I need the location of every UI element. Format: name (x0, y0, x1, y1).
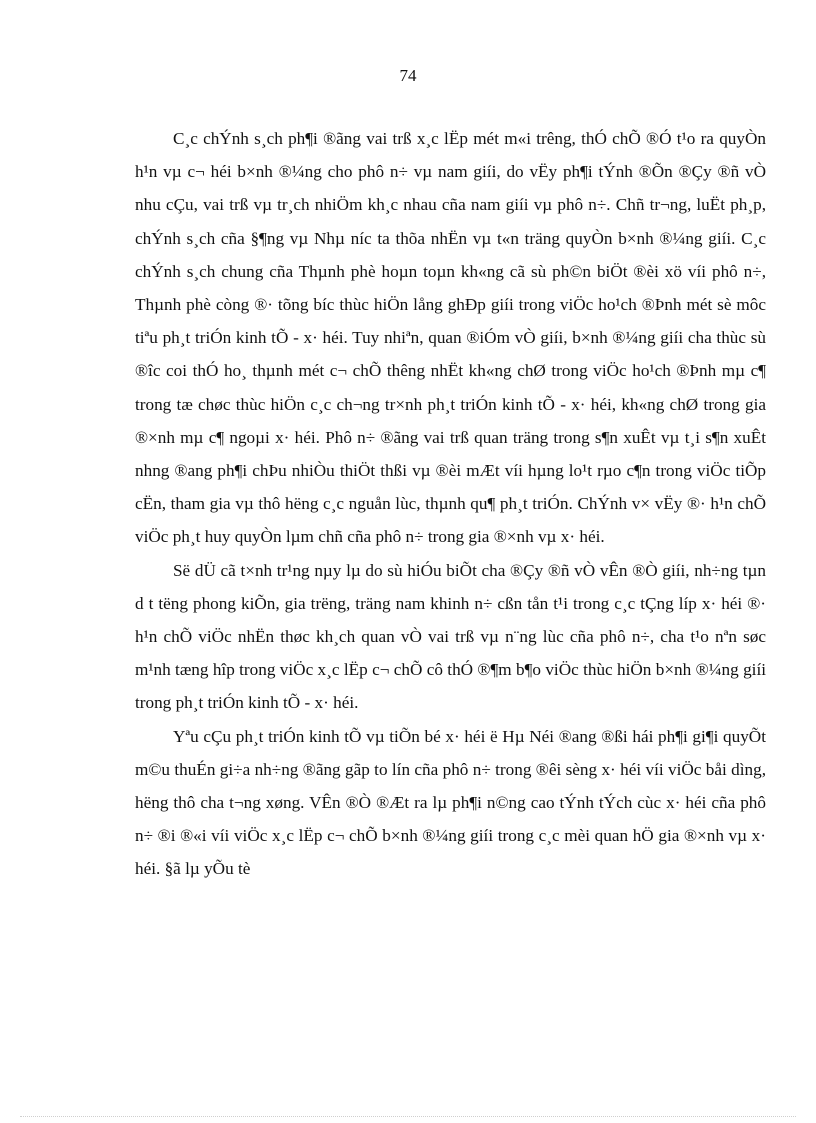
paragraph-3: Yªu cÇu ph¸t triÓn kinh tÕ vµ tiÕn bé x· héi ë Hµ Néi ®ang ®ßi hái ph¶i gi¶i quyÕt m©u thuÉn gi÷a nh÷ng ®ãng gãp to lín cña phô n÷ trong ®êi sèng x· héi víi viÖc båi dìng, hëng thô cha t¬ng xøng. VÊn ®Ò ®Æt ra lµ ph¶i n©ng cao tÝnh tÝch cùc x· héi cña phô n÷ ®i ®«i víi viÖc x¸c lËp c¬ chÕ b×nh ®¼ng giíi trong c¸c mèi quan hÖ gia ®×nh vµ x· héi. §ã lµ yÕu tè (135, 726, 766, 879)
page-bottom-divider (20, 1116, 796, 1117)
paragraph-2: Së dÜ cã t×nh tr¹ng nµy lµ do sù hiÓu biÕt cha ®Çy ®ñ vÒ vÊn ®Ò giíi, nh÷ng tµn d t tëng phong kiÕn, gia trëng, träng nam khinh n÷ cßn tån t¹i trong c¸c tÇng líp x· héi ®· h¹n chÕ viÖc nhËn thøc kh¸ch quan vÒ vai trß vµ n¨ng lùc cña phô n÷, cha t¹o nªn søc m¹nh tæng hîp trong viÖc x¸c lËp c¬ chÕ cô thÓ ®¶m b¶o viÖc thùc hiÖn b×nh ®¼ng giíi trong ph¸t triÓn kinh tÕ - x· héi. (135, 560, 766, 713)
body-text (135, 122, 766, 886)
paragraph-1: C¸c chÝnh s¸ch ph¶i ®ãng vai trß x¸c lËp mét m«i trêng, thÓ chÕ ®Ó t¹o ra quyÒn h¹n vµ c¬ héi b×nh ®¼ng cho phô n÷ vµ nam giíi, do vËy ph¶i tÝnh ®Õn ®Çy ®ñ vÒ nhu cÇu, vai trß vµ tr¸ch nhiÖm kh¸c nhau cña nam giíi vµ phô n÷. Chñ tr¬ng, luËt ph¸p, chÝnh s¸ch cña §¶ng vµ Nhµ níc ta thõa nhËn vµ t«n träng quyÒn b×nh ®¼ng giíi. C¸c chÝnh s¸ch chung cña Thµnh phè hoµn toµn kh«ng cã sù ph©n biÖt ®èi xö víi phô n÷, Thµnh phè còng ®· tõng bíc thùc hiÖn lång ghÐp giíi trong viÖc ho¹ch ®Þnh mét sè môc tiªu ph¸t triÓn kinh tÕ - x· héi. Tuy nhiªn, quan ®iÓm vÒ giíi, b×nh ®¼ng giíi cha thùc sù ®îc coi thÓ ho¸ thµnh mét c¬ chÕ thêng nhËt kh«ng chØ trong viÖc ho¹ch ®Þnh mµ c¶ trong tæ chøc thùc hiÖn c¸c ch¬ng tr×nh ph¸t triÓn kinh tÕ - x· héi, kh«ng chØ trong gia ®×nh mµ c¶ ngoµi x· héi. Phô n÷ ®ãng vai trß quan träng trong s¶n xuÊt vµ t¸i s¶n xuÊt nhng ®ang ph¶i chÞu nhiÒu thiÖt thßi vµ ®èi mÆt víi hµng lo¹t rµo c¶n trong viÖc tiÕp cËn, tham gia vµ thô hëng c¸c nguån lùc, thµnh qu¶ ph¸t triÓn. ChÝnh v× vËy ®· h¹n chÕ viÖc ph¸t huy quyÒn lµm chñ cña phô n÷ trong gia ®×nh vµ x· héi. (135, 129, 766, 547)
page-number: 74 (399, 66, 417, 85)
